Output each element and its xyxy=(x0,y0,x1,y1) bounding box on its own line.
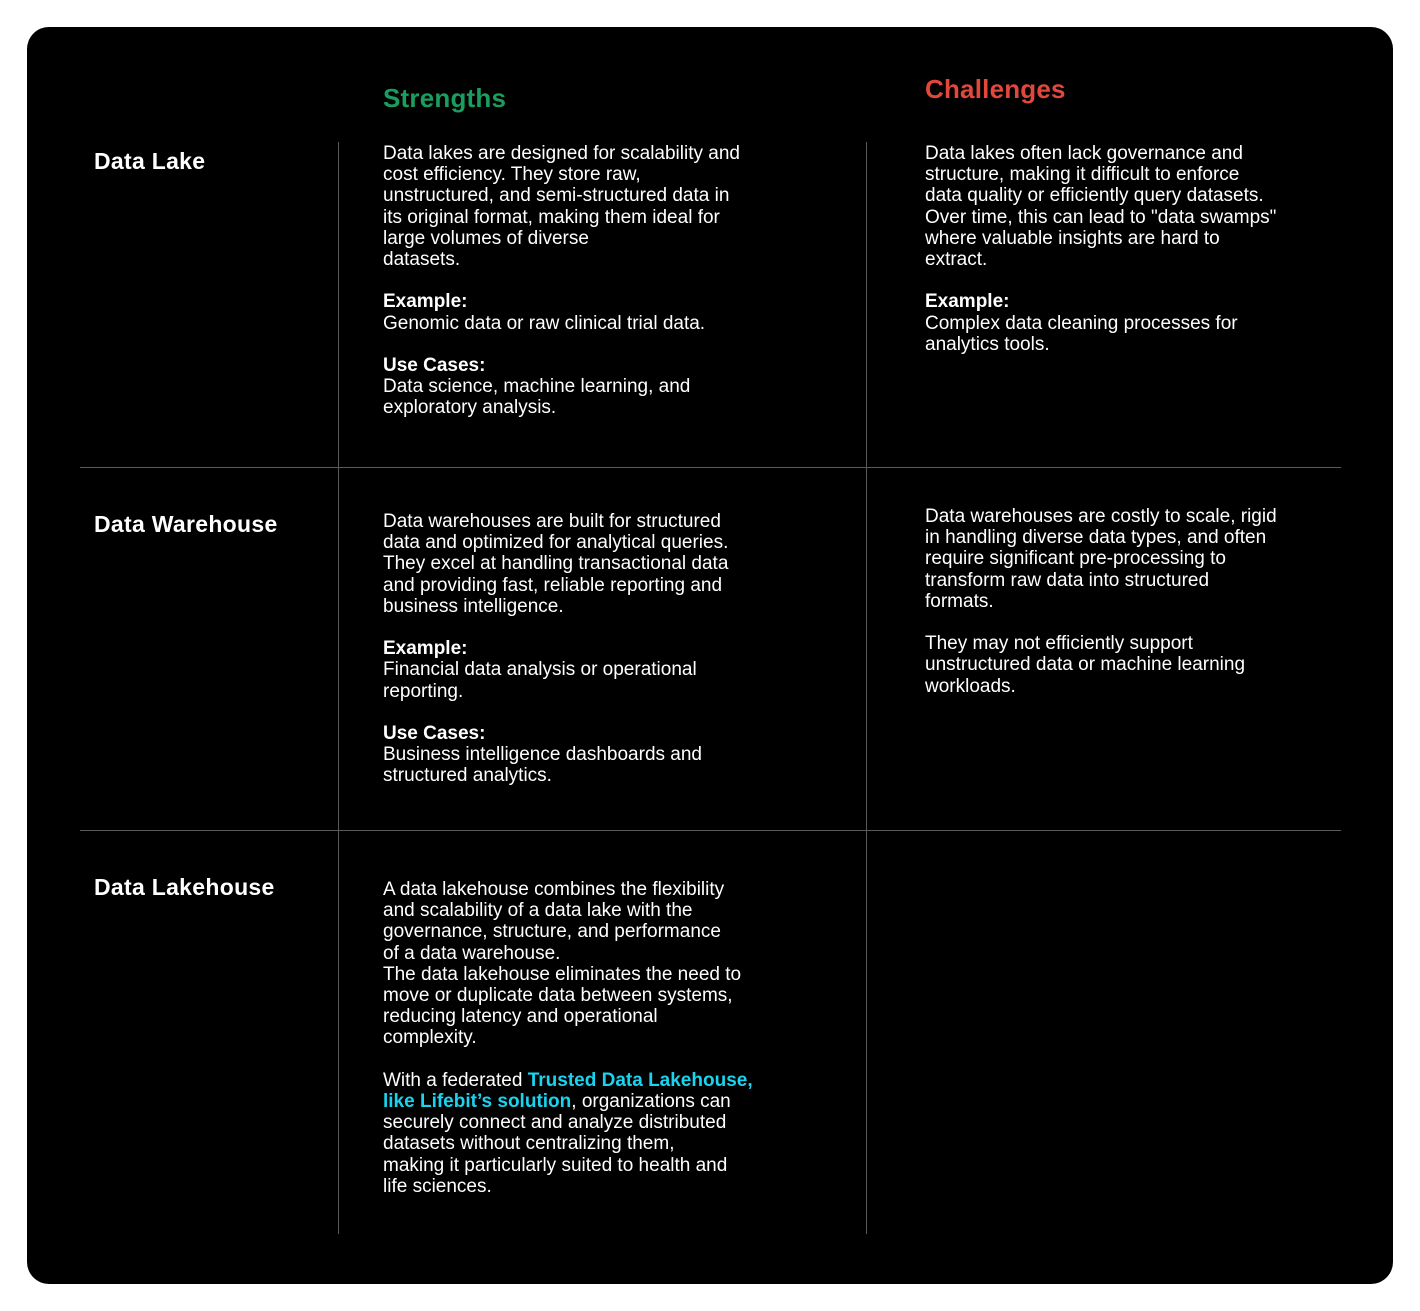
example-label: Example: xyxy=(383,291,468,313)
row-divider-2 xyxy=(80,830,1341,831)
trusted-data-lakehouse-link[interactable]: Trusted Data Lakehouse, like Lifebit’s solution xyxy=(383,1069,753,1113)
data-warehouse-challenges xyxy=(925,506,1355,697)
column-divider-right xyxy=(866,142,867,1234)
example-label: Example: xyxy=(925,291,1010,313)
use-cases-text: Data science, machine learning, and exploratory analysis. xyxy=(383,376,691,419)
federated-paragraph xyxy=(383,1070,813,1197)
row-label-data-lake: Data Lake xyxy=(94,148,206,174)
data-lake-strengths xyxy=(383,143,813,419)
data-warehouse-strengths xyxy=(383,511,813,787)
strengths-description: Data warehouses are built for structured data and optimized for analytical queries. They excel at handling transactional data and providing fast, reliable reporting and business intelligence. xyxy=(383,511,729,617)
example-text: Genomic data or raw clinical trial data. xyxy=(383,312,706,334)
use-cases-label: Use Cases: xyxy=(383,355,486,376)
column-divider-left xyxy=(338,142,339,1234)
row-label-data-warehouse: Data Warehouse xyxy=(94,511,278,537)
challenges-description: Data lakes often lack governance and structure, making it difficult to enforce data quality or efficiently query datasets. Over time, this can lead to "data swamps" where valuable insights are hard to extract. xyxy=(925,143,1277,271)
data-lake-challenges xyxy=(925,143,1355,355)
federated-suffix: , organizations can securely connect and analyze distributed datasets without centralizing them, making it particularly suited to health and life sciences. xyxy=(383,1091,731,1197)
strengths-heading: Strengths xyxy=(383,83,507,113)
use-cases-label: Use Cases: xyxy=(383,723,486,744)
example-text: Financial data analysis or operational reporting. xyxy=(383,659,697,702)
row-label-data-lakehouse: Data Lakehouse xyxy=(94,874,275,900)
row-divider-1 xyxy=(80,467,1341,468)
strengths-description: A data lakehouse combines the flexibility and scalability of a data lake with the governance, structure, and performance of a data warehouse. The data lakehouse eliminates the need to move or duplicate data between systems, reducing latency and operational complexity. xyxy=(383,879,742,1049)
data-lakehouse-challenges-empty xyxy=(925,879,1345,1229)
example-label: Example: xyxy=(383,638,468,660)
use-cases-text: Business intelligence dashboards and structured analytics. xyxy=(383,744,702,787)
challenges-heading: Challenges xyxy=(925,74,1066,104)
challenges-note: They may not efficiently support unstructured data or machine learning workloads. xyxy=(925,633,1246,697)
comparison-card xyxy=(27,27,1393,1284)
data-lakehouse-strengths xyxy=(383,879,813,1197)
challenges-description: Data warehouses are costly to scale, rigid in handling diverse data types, and often require significant pre-processing to transform raw data into structured formats. xyxy=(925,506,1277,612)
federated-prefix: With a federated xyxy=(383,1069,528,1091)
strengths-description: Data lakes are designed for scalability and cost efficiency. They store raw, unstructured, and semi-structured data in its original format, making them ideal for large volumes of diverse datasets. xyxy=(383,143,740,271)
example-text: Complex data cleaning processes for analytics tools. xyxy=(925,312,1238,355)
